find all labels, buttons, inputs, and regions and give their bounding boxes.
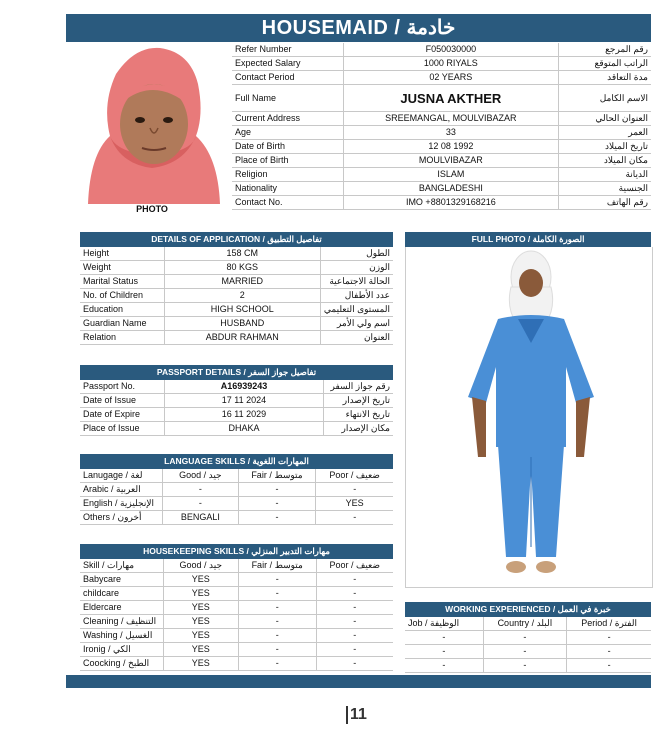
table-row bbox=[405, 645, 651, 659]
table-row bbox=[80, 643, 393, 657]
field-label-ar: المستوى التعليمي bbox=[320, 303, 393, 317]
skill-level: - bbox=[163, 483, 238, 497]
field-label-ar: العنوان الحالي bbox=[558, 112, 651, 126]
field-label-ar: تاريخ الميلاد bbox=[558, 140, 651, 154]
skill-level: - bbox=[163, 497, 238, 511]
field-value: 80 KGS bbox=[164, 261, 320, 275]
field-value: A16939243 bbox=[165, 380, 324, 394]
page-title: HOUSEMAID / خادمة bbox=[66, 14, 651, 42]
table-row bbox=[405, 659, 651, 673]
table-row bbox=[232, 71, 651, 85]
table-row bbox=[80, 380, 393, 394]
field-value: 12 08 1992 bbox=[344, 140, 558, 154]
table-row bbox=[80, 629, 393, 643]
column-header: Job / الوظيفة bbox=[405, 617, 483, 631]
personal-info-table bbox=[232, 43, 651, 210]
table-row bbox=[80, 331, 393, 345]
field-value: 17 11 2024 bbox=[165, 394, 324, 408]
column-header: Period / الفترة bbox=[567, 617, 651, 631]
field-label: Expected Salary bbox=[232, 57, 344, 71]
column-header-row bbox=[405, 617, 651, 631]
field-label-ar: رقم الهاتف bbox=[558, 196, 651, 210]
field-label-ar: تاريخ الإصدار bbox=[324, 394, 394, 408]
column-header: Good / جيد bbox=[163, 469, 238, 483]
experience-cell: - bbox=[483, 645, 567, 659]
full-photo-header bbox=[405, 232, 651, 247]
column-header: Skill / مهارات bbox=[80, 559, 163, 573]
section-title: DETAILS OF APPLICATION / تفاصيل التطبيق bbox=[80, 232, 393, 247]
column-header: Fair / متوسط bbox=[238, 559, 316, 573]
column-header-row bbox=[80, 559, 393, 573]
skill-level: YES bbox=[163, 629, 238, 643]
field-label-ar: الديانة bbox=[558, 168, 651, 182]
column-header: Poor / ضعيف bbox=[316, 559, 393, 573]
skill-name: Arabic / العربية bbox=[80, 483, 163, 497]
field-label: Guardian Name bbox=[80, 317, 164, 331]
section-title: LANGUAGE SKILLS / المهارات اللغوية bbox=[80, 454, 393, 469]
skill-level: - bbox=[238, 573, 316, 587]
table-row bbox=[232, 196, 651, 210]
field-label-ar: الجنسية bbox=[558, 182, 651, 196]
field-label-ar: تاريخ الانتهاء bbox=[324, 408, 394, 422]
table-row bbox=[232, 140, 651, 154]
skill-level: - bbox=[238, 511, 316, 525]
field-label: Marital Status bbox=[80, 275, 164, 289]
skill-level: - bbox=[238, 483, 316, 497]
skill-level: YES bbox=[163, 615, 238, 629]
column-header: Lanugage / لغة bbox=[80, 469, 163, 483]
table-row bbox=[80, 657, 393, 671]
field-label-ar: العمر bbox=[558, 126, 651, 140]
table-row bbox=[232, 182, 651, 196]
field-label-ar: الوزن bbox=[320, 261, 393, 275]
table-row bbox=[232, 154, 651, 168]
field-label: Contact No. bbox=[232, 196, 344, 210]
skill-level: - bbox=[238, 601, 316, 615]
field-label: Current Address bbox=[232, 112, 344, 126]
skill-level: - bbox=[238, 643, 316, 657]
skill-name: English / الإنجليزية bbox=[80, 497, 163, 511]
footer-bar bbox=[66, 675, 651, 688]
skill-level: YES bbox=[163, 643, 238, 657]
section-title: WORKING EXPERIENCED / خبرة في العمل bbox=[405, 602, 651, 617]
field-value: 33 bbox=[344, 126, 558, 140]
skill-level: - bbox=[316, 573, 393, 587]
table-row bbox=[80, 483, 393, 497]
table-row bbox=[80, 289, 393, 303]
field-label: Date of Expire bbox=[80, 408, 165, 422]
table-row bbox=[232, 112, 651, 126]
field-value: SREEMANGAL, MOULVIBAZAR bbox=[344, 112, 558, 126]
skill-level: - bbox=[316, 629, 393, 643]
table-row bbox=[80, 511, 393, 525]
table-row bbox=[232, 85, 651, 112]
field-value: ABDUR RAHMAN bbox=[164, 331, 320, 345]
field-label: Religion bbox=[232, 168, 344, 182]
table-row bbox=[232, 43, 651, 57]
skill-level: YES bbox=[163, 587, 238, 601]
column-header-row bbox=[80, 469, 393, 483]
section-title: FULL PHOTO / الصورة الكاملة bbox=[405, 232, 651, 247]
field-label-ar: الحالة الاجتماعية bbox=[320, 275, 393, 289]
table-row bbox=[80, 573, 393, 587]
skill-name: Others / أخرون bbox=[80, 511, 163, 525]
skill-level: - bbox=[238, 497, 316, 511]
field-label: Refer Number bbox=[232, 43, 344, 57]
field-value: 16 11 2029 bbox=[165, 408, 324, 422]
section-title: HOUSEKEEPING SKILLS / مهارات التدبير المنزلي bbox=[80, 544, 393, 559]
field-label: Date of Birth bbox=[232, 140, 344, 154]
field-value: 02 YEARS bbox=[344, 71, 558, 85]
field-value: 2 bbox=[164, 289, 320, 303]
skill-name: Babycare bbox=[80, 573, 163, 587]
field-label: Passport No. bbox=[80, 380, 165, 394]
language-skills-table bbox=[80, 454, 393, 525]
table-row bbox=[80, 601, 393, 615]
experience-cell: - bbox=[483, 659, 567, 673]
skill-level: YES bbox=[316, 497, 393, 511]
skill-level: - bbox=[238, 615, 316, 629]
field-label: Place of Birth bbox=[232, 154, 344, 168]
table-row bbox=[80, 587, 393, 601]
field-value: IMO +8801329168216 bbox=[344, 196, 558, 210]
table-row bbox=[80, 275, 393, 289]
skill-name: Ironig / الكي bbox=[80, 643, 163, 657]
field-value: MARRIED bbox=[164, 275, 320, 289]
column-header: Good / جيد bbox=[163, 559, 238, 573]
working-experience-table bbox=[405, 602, 651, 673]
field-value: BANGLADESHI bbox=[344, 182, 558, 196]
table-row bbox=[80, 615, 393, 629]
experience-cell: - bbox=[567, 645, 651, 659]
section-title: PASSPORT DETAILS / تفاصيل جواز السفر bbox=[80, 365, 393, 380]
field-value: HIGH SCHOOL bbox=[164, 303, 320, 317]
field-value: F050030000 bbox=[344, 43, 558, 57]
skill-level: - bbox=[316, 587, 393, 601]
field-label: Height bbox=[80, 247, 164, 261]
field-label: Age bbox=[232, 126, 344, 140]
field-label: Contact Period bbox=[232, 71, 344, 85]
field-label-ar: عدد الأطفال bbox=[320, 289, 393, 303]
table-row bbox=[80, 394, 393, 408]
skill-name: Eldercare bbox=[80, 601, 163, 615]
photo-label: PHOTO bbox=[136, 204, 168, 214]
skill-level: YES bbox=[163, 601, 238, 615]
experience-cell: - bbox=[567, 631, 651, 645]
field-value: ISLAM bbox=[344, 168, 558, 182]
table-row bbox=[80, 497, 393, 511]
skill-level: - bbox=[316, 657, 393, 671]
field-label-ar: رقم جواز السفر bbox=[324, 380, 394, 394]
skill-level: - bbox=[316, 615, 393, 629]
experience-cell: - bbox=[405, 631, 483, 645]
skill-level: YES bbox=[163, 657, 238, 671]
portrait-photo bbox=[80, 44, 224, 204]
skill-level: - bbox=[238, 629, 316, 643]
field-label-ar: الطول bbox=[320, 247, 393, 261]
field-value: JUSNA AKTHER bbox=[344, 85, 558, 112]
table-row bbox=[232, 168, 651, 182]
field-label: Nationality bbox=[232, 182, 344, 196]
housekeeping-skills-table bbox=[80, 544, 393, 671]
table-row bbox=[80, 261, 393, 275]
field-label-ar: مكان الإصدار bbox=[324, 422, 394, 436]
field-label: Place of Issue bbox=[80, 422, 165, 436]
field-label: No. of Children bbox=[80, 289, 164, 303]
skill-level: - bbox=[316, 601, 393, 615]
field-label-ar: الاسم الكامل bbox=[558, 85, 651, 112]
field-value: DHAKA bbox=[165, 422, 324, 436]
skill-level: - bbox=[316, 511, 393, 525]
skill-name: childcare bbox=[80, 587, 163, 601]
skill-level: YES bbox=[163, 573, 238, 587]
field-label-ar: الراتب المتوقع bbox=[558, 57, 651, 71]
table-row bbox=[232, 126, 651, 140]
column-header: Poor / ضعيف bbox=[316, 469, 393, 483]
field-label: Weight bbox=[80, 261, 164, 275]
table-row bbox=[405, 631, 651, 645]
table-row bbox=[80, 317, 393, 331]
skill-level: - bbox=[316, 483, 393, 497]
field-label-ar: مكان الميلاد bbox=[558, 154, 651, 168]
table-row bbox=[80, 422, 393, 436]
field-label: Education bbox=[80, 303, 164, 317]
table-row bbox=[80, 303, 393, 317]
application-details-table bbox=[80, 232, 393, 345]
field-value: 158 CM bbox=[164, 247, 320, 261]
field-label-ar: اسم ولي الأمر bbox=[320, 317, 393, 331]
field-label-ar: رقم المرجع bbox=[558, 43, 651, 57]
experience-cell: - bbox=[567, 659, 651, 673]
skill-level: - bbox=[316, 643, 393, 657]
table-row bbox=[80, 247, 393, 261]
table-row bbox=[80, 408, 393, 422]
experience-cell: - bbox=[483, 631, 567, 645]
skill-level: - bbox=[238, 657, 316, 671]
skill-level: - bbox=[238, 587, 316, 601]
field-value: 1000 RIYALS bbox=[344, 57, 558, 71]
page-number: 11 bbox=[346, 706, 367, 724]
field-label: Relation bbox=[80, 331, 164, 345]
skill-level: BENGALI bbox=[163, 511, 238, 525]
skill-name: Washing / الغسيل bbox=[80, 629, 163, 643]
full-body-photo bbox=[405, 247, 653, 588]
field-label: Date of Issue bbox=[80, 394, 165, 408]
field-label-ar: العنوان bbox=[320, 331, 393, 345]
field-value: MOULVIBAZAR bbox=[344, 154, 558, 168]
field-label-ar: مدة التعاقد bbox=[558, 71, 651, 85]
field-label: Full Name bbox=[232, 85, 344, 112]
column-header: Country / البلد bbox=[483, 617, 567, 631]
column-header: Fair / متوسط bbox=[238, 469, 316, 483]
field-value: HUSBAND bbox=[164, 317, 320, 331]
experience-cell: - bbox=[405, 659, 483, 673]
experience-cell: - bbox=[405, 645, 483, 659]
skill-name: Coocking / الطبخ bbox=[80, 657, 163, 671]
table-row bbox=[232, 57, 651, 71]
skill-name: Cleaning / التنظيف bbox=[80, 615, 163, 629]
passport-details-table bbox=[80, 365, 393, 436]
